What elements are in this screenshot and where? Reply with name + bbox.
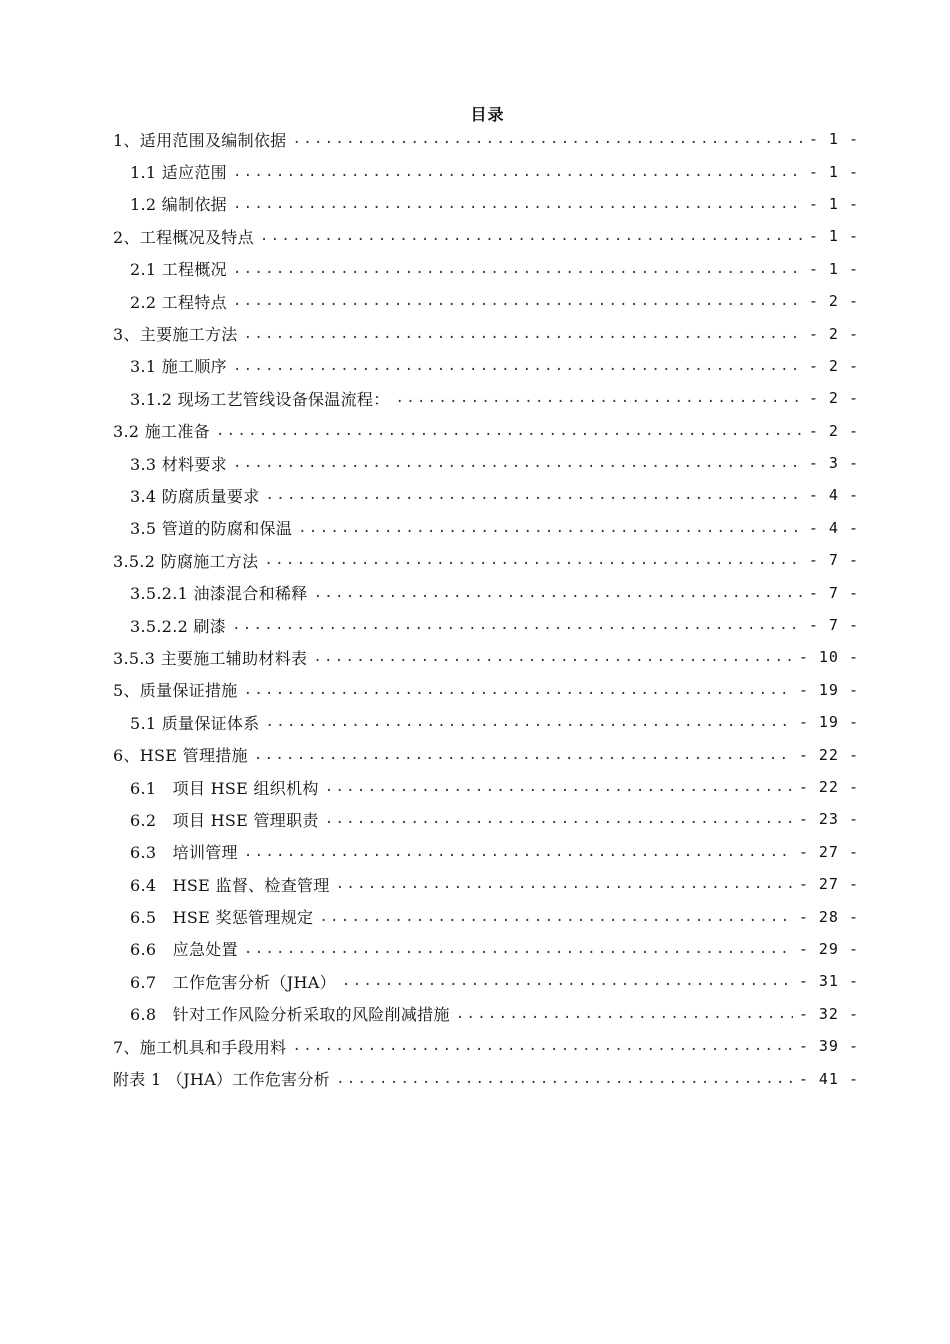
toc-entry-page: - 7 - [808, 616, 859, 635]
toc-leader [233, 455, 803, 471]
toc-leader [298, 520, 803, 536]
toc-entry[interactable] [113, 253, 859, 285]
toc-leader [233, 261, 803, 277]
toc-entry-page: - 1 - [808, 227, 859, 246]
toc-entry[interactable] [113, 998, 859, 1030]
toc-entry-page: - 4 - [808, 486, 859, 505]
toc-entry[interactable] [113, 965, 859, 997]
toc-entry-page: - 22 - [798, 778, 859, 796]
toc-leader [314, 585, 803, 601]
toc-entry[interactable] [113, 1030, 859, 1062]
toc-entry-label: 3.5.2.1 油漆混合和稀释 [130, 584, 308, 604]
toc-entry[interactable] [113, 447, 859, 479]
toc-entry-label: 3、主要施工方法 [113, 325, 238, 345]
toc-entry[interactable] [113, 738, 859, 770]
toc-entry[interactable] [113, 609, 859, 641]
toc-entry[interactable] [113, 836, 859, 868]
toc-leader [244, 682, 793, 698]
toc-entry-page: - 29 - [798, 939, 859, 958]
toc-entry[interactable] [113, 317, 859, 349]
toc-leader [244, 941, 793, 957]
toc-leader [244, 844, 793, 860]
toc-entry-page: - 3 - [808, 454, 859, 473]
toc-leader [396, 390, 803, 406]
toc-entry-label: 3.5.3 主要施工辅助材料表 [113, 648, 308, 668]
toc-entry[interactable] [113, 674, 859, 706]
toc-entry-page: - 4 - [808, 518, 859, 537]
toc-leader [244, 326, 803, 342]
toc-leader [325, 779, 793, 795]
toc-entry[interactable] [113, 220, 859, 252]
toc-leader [342, 973, 793, 989]
toc-list [113, 123, 859, 1095]
toc-entry-page: - 2 - [808, 324, 859, 343]
toc-entry-page: - 1 - [808, 259, 859, 278]
toc-entry[interactable] [113, 285, 859, 317]
toc-entry-label: 6.3 培训管理 [130, 843, 238, 863]
toc-entry[interactable] [113, 641, 859, 673]
toc-entry-page: - 1 - [808, 130, 859, 149]
toc-leader [260, 228, 803, 244]
toc-entry[interactable] [113, 900, 859, 932]
toc-entry[interactable] [113, 415, 859, 447]
toc-entry-page: - 7 - [808, 583, 859, 602]
toc-entry-label: 6.5 HSE 奖惩管理规定 [130, 908, 314, 928]
toc-entry[interactable] [113, 479, 859, 511]
toc-leader [266, 714, 793, 730]
toc-leader [264, 552, 802, 568]
toc-entry-page: - 28 - [798, 907, 859, 926]
toc-entry[interactable] [113, 123, 859, 155]
toc-entry-label: 3.5.2.2 刷漆 [130, 616, 227, 636]
toc-leader [292, 131, 802, 147]
toc-leader [254, 747, 793, 763]
toc-leader [325, 811, 793, 827]
toc-entry[interactable] [113, 1062, 859, 1094]
toc-entry-label: 6.8 针对工作风险分析采取的风险削减措施 [130, 1005, 450, 1025]
toc-entry[interactable] [113, 868, 859, 900]
toc-entry-label: 6、HSE 管理措施 [113, 746, 248, 766]
toc-entry[interactable] [113, 706, 859, 738]
toc-entry-label: 1.1 适应范围 [130, 163, 227, 183]
toc-leader [266, 487, 803, 503]
toc-entry-label: 3.2 施工准备 [113, 422, 210, 442]
toc-entry-label: 5、质量保证措施 [113, 681, 238, 701]
toc-leader [216, 423, 803, 439]
toc-entry-page: - 7 - [808, 551, 859, 570]
toc-leader [233, 164, 803, 180]
toc-entry-label: 3.5.2 防腐施工方法 [113, 551, 259, 571]
toc-entry-page: - 22 - [798, 745, 859, 764]
toc-entry-label: 7、施工机具和手段用料 [113, 1037, 287, 1057]
toc-entry-label: 6.6 应急处置 [130, 940, 238, 960]
toc-entry-label: 2.1 工程概况 [130, 260, 227, 280]
toc-leader [292, 1038, 792, 1054]
toc-entry-page: - 2 - [808, 421, 859, 440]
toc-entry-label: 6.4 HSE 监督、检查管理 [130, 875, 330, 895]
toc-entry-page: - 2 - [808, 389, 859, 408]
toc-entry-label: 附表 1 （JHA）工作危害分析 [113, 1070, 331, 1090]
toc-entry-page: - 2 - [808, 356, 859, 375]
toc-entry-page: - 1 - [808, 162, 859, 181]
toc-entry[interactable] [113, 512, 859, 544]
toc-entry-page: - 19 - [798, 713, 859, 732]
toc-entry-label: 3.1 施工顺序 [130, 357, 227, 377]
toc-leader [336, 1071, 793, 1087]
toc-leader [233, 196, 803, 212]
toc-entry-label: 6.2 项目 HSE 管理职责 [130, 810, 319, 830]
toc-entry-label: 1、适用范围及编制依据 [113, 130, 287, 150]
toc-entry-label: 6.7 工作危害分析（JHA） [130, 972, 336, 992]
toc-leader [456, 1006, 793, 1022]
toc-entry[interactable] [113, 803, 859, 835]
toc-entry-label: 6.1 项目 HSE 组织机构 [130, 778, 319, 798]
toc-entry[interactable] [113, 382, 859, 414]
toc-entry-label: 3.3 材料要求 [130, 454, 227, 474]
toc-entry[interactable] [113, 576, 859, 608]
toc-entry-label: 5.1 质量保证体系 [130, 713, 260, 733]
toc-leader [233, 358, 803, 374]
toc-entry[interactable] [113, 350, 859, 382]
toc-entry[interactable] [113, 544, 859, 576]
toc-entry-page: - 39 - [798, 1037, 859, 1056]
toc-entry-page: - 2 - [808, 292, 859, 311]
toc-entry-page: - 27 - [798, 875, 859, 894]
toc-entry-page: - 19 - [798, 680, 859, 699]
toc-leader [232, 617, 803, 633]
toc-entry-page: - 27 - [798, 842, 859, 861]
toc-leader [319, 909, 792, 925]
toc-leader [336, 876, 793, 892]
toc-title: 目录 [470, 105, 505, 124]
toc-entry[interactable] [113, 188, 859, 220]
toc-entry-page: - 1 - [808, 194, 859, 213]
toc-entry-page: - 31 - [798, 972, 859, 991]
toc-entry-label: 3.1.2 现场工艺管线设备保温流程： [130, 389, 390, 409]
toc-entry[interactable] [113, 155, 859, 187]
toc-entry[interactable] [113, 771, 859, 803]
toc-entry-page: - 41 - [798, 1069, 859, 1088]
toc-entry[interactable] [113, 933, 859, 965]
toc-entry-label: 3.4 防腐质量要求 [130, 486, 260, 506]
toc-entry-page: - 32 - [798, 1004, 859, 1023]
toc-leader [233, 293, 803, 309]
toc-entry-label: 3.5 管道的防腐和保温 [130, 519, 293, 539]
toc-entry-page: - 23 - [798, 810, 859, 829]
toc-entry-label: 2.2 工程特点 [130, 292, 227, 312]
toc-entry-page: - 10 - [798, 648, 859, 667]
toc-entry-label: 2、工程概况及特点 [113, 227, 254, 247]
toc-leader [313, 649, 793, 665]
toc-entry-label: 1.2 编制依据 [130, 195, 227, 215]
